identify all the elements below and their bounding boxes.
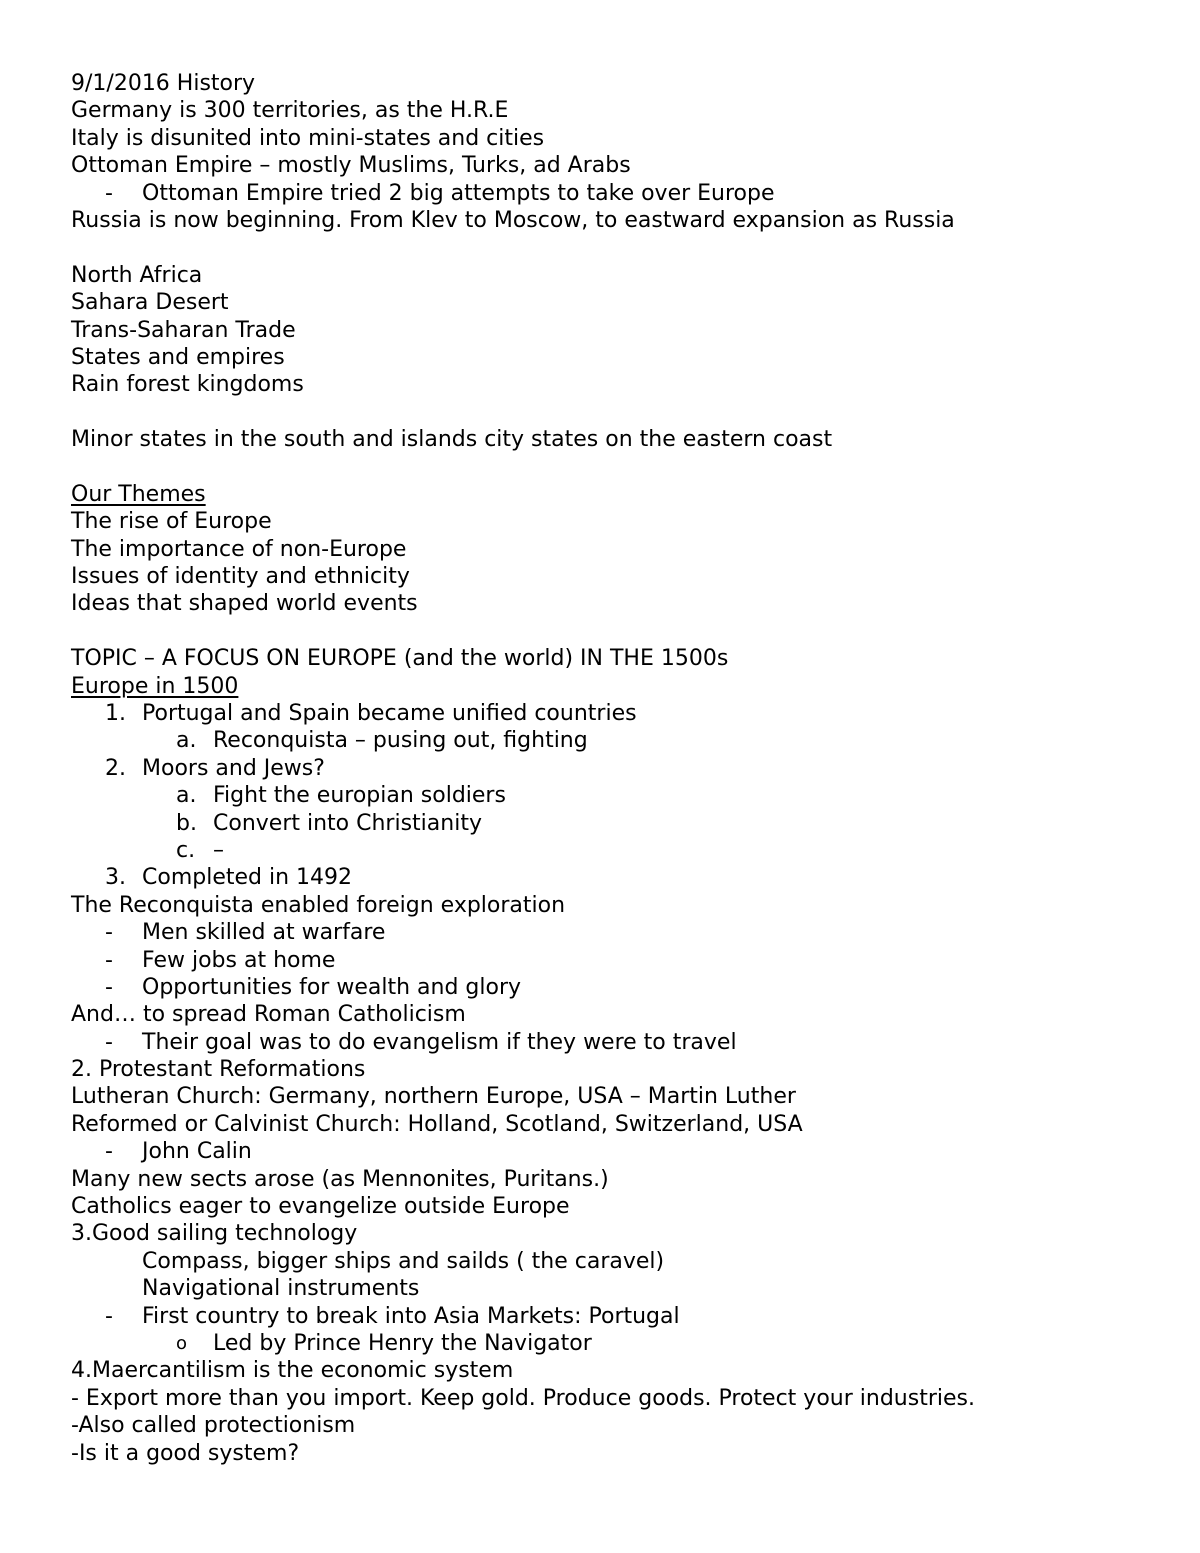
doc-title: 9/1/2016 History (71, 71, 256, 96)
text-line: States and empires (71, 344, 285, 370)
bullet-item: - Ottoman Empire tried 2 big attempts to take over Europe (105, 180, 775, 206)
indented-line: Compass, bigger ships and sailds ( the caravel) (142, 1248, 665, 1274)
lettered-subitem: a. Fight the europian soldiers (176, 783, 506, 809)
text-line: - Export more than you import. Keep gold. Produce goods. Protect your industries. (71, 1385, 975, 1411)
section-heading: Europe in 1500 (71, 673, 239, 699)
text-line: 4.Maercantilism is the economic system (71, 1358, 514, 1384)
text-line: Russia is now beginning. From Klev to Moscow, to eastward expansion as Russia (71, 207, 955, 233)
bullet-item: - Their goal was to do evangelism if they were to travel (105, 1029, 737, 1055)
indented-line: Navigational instruments (142, 1276, 420, 1302)
blank-line (71, 453, 1171, 480)
text-line: Trans-Saharan Trade (71, 317, 296, 343)
text-line: Reformed or Calvinist Church: Holland, Scotland, Switzerland, USA (71, 1111, 803, 1137)
blank-line (71, 618, 1171, 645)
text-line: Ideas that shaped world events (71, 591, 418, 617)
bullet-item: - Few jobs at home (105, 947, 336, 973)
text-line: North Africa (71, 262, 203, 288)
text-line: Ottoman Empire – mostly Muslims, Turks, ad Arabs (71, 153, 631, 179)
text-line: The rise of Europe (71, 509, 272, 535)
text-line: And… to spread Roman Catholicism (71, 1002, 466, 1028)
text-line: -Also called protectionism (71, 1413, 356, 1439)
text-line: Sahara Desert (71, 290, 229, 316)
bullet-item: - First country to break into Asia Markets: Portugal (105, 1303, 680, 1329)
text-line: The Reconquista enabled foreign exploration (71, 892, 566, 918)
text-line: Germany is 300 territories, as the H.R.E (71, 98, 509, 124)
text-line: Italy is disunited into mini-states and cities (71, 125, 545, 151)
text-line: -Is it a good system? (71, 1440, 300, 1466)
blank-line (71, 399, 1171, 426)
text-line: Rain forest kingdoms (71, 372, 304, 398)
document-page (71, 70, 1171, 1467)
numbered-item: 2. Moors and Jews? (105, 755, 325, 781)
circle-bullet-subitem: o Led by Prince Henry the Navigator (176, 1330, 592, 1356)
text-line: 3.Good sailing technology (71, 1221, 358, 1247)
bullet-item: - John Calin (105, 1139, 252, 1165)
text-line: Minor states in the south and islands city states on the eastern coast (71, 427, 833, 453)
text-line: The importance of non-Europe (71, 536, 407, 562)
lettered-subitem: b. Convert into Christianity (176, 810, 482, 836)
lettered-subitem: c. – (176, 837, 224, 863)
blank-line (71, 234, 1171, 261)
text-line: Catholics eager to evangelize outside Europe (71, 1194, 570, 1220)
text-line: Lutheran Church: Germany, northern Europe, USA – Martin Luther (71, 1084, 796, 1110)
section-heading: Our Themes (71, 481, 206, 507)
bullet-item: - Men skilled at warfare (105, 920, 386, 946)
text-line: Many new sects arose (as Mennonites, Puritans.) (71, 1166, 609, 1192)
numbered-item: 3. Completed in 1492 (105, 865, 353, 891)
numbered-item: 1. Portugal and Spain became unified countries (105, 700, 637, 726)
text-line: Issues of identity and ethnicity (71, 564, 410, 590)
text-line: 2. Protestant Reformations (71, 1057, 366, 1083)
topic-heading: TOPIC – A FOCUS ON EUROPE (and the world) IN THE 1500s (71, 646, 729, 672)
bullet-item: - Opportunities for wealth and glory (105, 974, 522, 1000)
lettered-subitem: a. Reconquista – pusing out, fighting (176, 728, 588, 754)
